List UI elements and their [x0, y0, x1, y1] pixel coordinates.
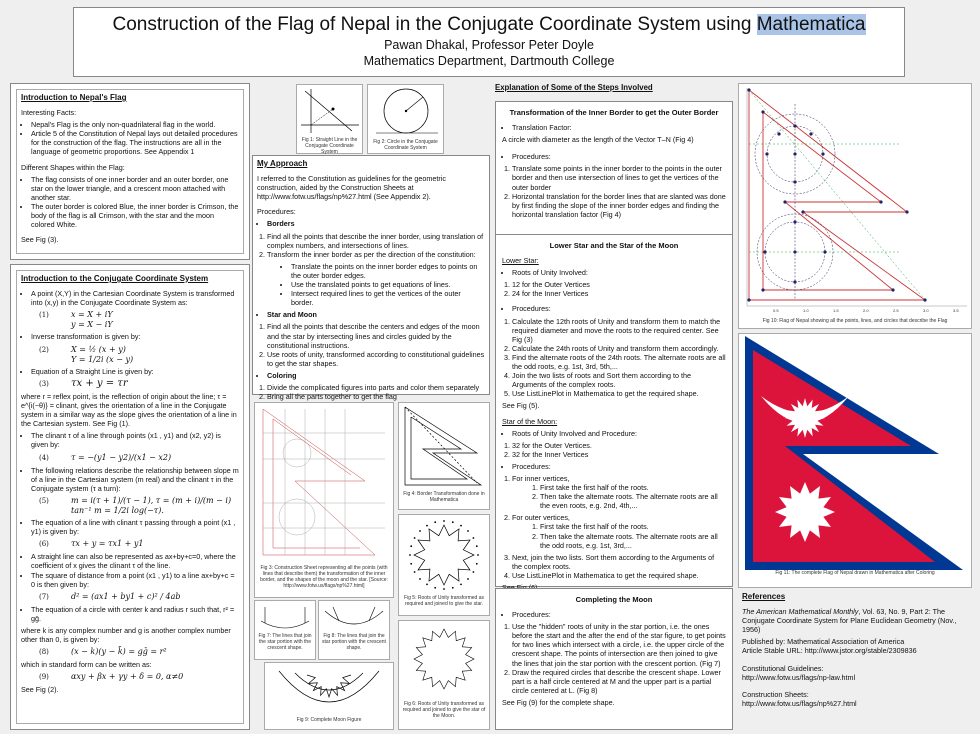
fig6-caption: Fig 6: Roots of Unity transformed as required and joined to give the star of the Moon.: [402, 701, 486, 719]
construction-point: [905, 210, 908, 213]
axis-tick-label: 1.0: [803, 308, 809, 313]
list-item: • Procedures:: [512, 610, 726, 619]
list-item: • Translation Factor:: [512, 123, 726, 132]
construction-point: [801, 210, 804, 213]
list-item: • The following relations describe the relationship between slope m of a line in the Cartesian system (m real) and the clinant τ in the Conjugate system (τ a turn):: [31, 466, 239, 493]
root-point: [419, 530, 421, 532]
shapes-list: [21, 175, 239, 230]
circle-diagram: [368, 85, 443, 137]
star-moon-label: Star and Moon: [267, 310, 317, 320]
figure-8: [318, 600, 390, 660]
equation-9: (9) αxy + βx + γy + δ = 0, α≠0: [39, 672, 184, 682]
axis-tick-label: 1.5: [833, 308, 839, 313]
root-point: [410, 545, 412, 547]
list-item: • Procedures:: [512, 152, 726, 161]
star-plot: [399, 515, 489, 593]
root-point: [414, 571, 416, 573]
construction-point: [783, 200, 786, 203]
root-point: [477, 554, 479, 556]
fig10-caption: Fig 10: Flag of Nepal showing all the points, lines, and circles that describe the Flag: [762, 318, 948, 324]
list-item: • The equation of a line with clinant τ passing through a point (x1 , y1) is given by:: [31, 518, 239, 536]
root-point: [476, 563, 478, 565]
border-transformation-plot: [399, 403, 489, 489]
equation-3: (3) τx + y = τr: [39, 377, 128, 389]
lower-star-label: Lower Star:: [502, 256, 539, 266]
moon-star-plot: [399, 621, 489, 699]
figure-6: [398, 620, 490, 730]
construction-point: [793, 124, 796, 127]
list-item: 2. Draw the required circles that describe the crescent shape. Lower part is a half circle centered at M and the upper part is a partial circle centered at L. (Fig 8): [512, 668, 726, 695]
transform-title: Transformation of the Inner Border to get the Outer Border: [509, 108, 719, 117]
fig9-caption: Fig 9: Complete Moon Figure: [296, 717, 362, 723]
see-text: See Fig (2).: [21, 685, 59, 695]
list-item: 2. Bring all the parts together to get the flag: [267, 392, 485, 401]
list-item: 2. Horizontal translation for the border lines that are slanted was done by first finding the slope of the inner border edges and finding the horizontal translation factor (Fig 4): [512, 192, 726, 219]
nepal-flag: [739, 334, 971, 574]
list-item: 1. 12 for the Outer Vertices: [512, 280, 726, 289]
construction-point: [793, 280, 796, 283]
intro-nepal-panel: [10, 83, 250, 260]
list-item: • Procedures:: [512, 304, 726, 313]
approach-heading: My Approach: [257, 159, 308, 168]
intro-conjugate-panel: [10, 264, 250, 730]
figure-9: [264, 662, 394, 730]
see-text: See Fig (5).: [502, 401, 540, 411]
axis-tick-label: 3.0: [923, 308, 929, 313]
reference-label: Construction Sheets:: [742, 689, 809, 699]
root-point: [409, 554, 411, 556]
flag-construction-plot: [739, 84, 971, 316]
list-item: • Inverse transformation is given by:: [31, 332, 239, 341]
figure-4: [398, 402, 490, 510]
axis-tick-label: 2.5: [893, 308, 899, 313]
figure-7: [254, 600, 316, 660]
moon-rays: [307, 675, 351, 697]
figure-10: [738, 83, 972, 329]
circle-paragraph: where k is any complex number and g is another complex number other than 0, is given by:: [21, 626, 231, 645]
moon-star-label: Star of the Moon:: [502, 416, 558, 426]
list-item: 1. Find all the points that describe the centers and edges of the moon and the star by intersecting lines and circles guided by the constitutional instructions.: [267, 322, 485, 349]
list-item: 4. Join the two lists of roots and Sort them according to the Arguments of the complex roots.: [512, 371, 726, 389]
root-point: [426, 525, 428, 527]
list-item: 1. For inner vertices, 1. First take the first half of the roots. 2. Then take the alternate roots. The alternate roots are all the even roots, e.g. 2nd, 4th,...: [512, 474, 726, 510]
list-item: 2. Then take the alternate roots. The alternate roots are all the even roots, e.g. 2nd, 4th,...: [540, 492, 726, 510]
reference-url[interactable]: http://www.fotw.us/flags/np-law.html: [742, 672, 856, 682]
star-panel: [495, 234, 733, 587]
figure-1: [296, 84, 363, 154]
root-point: [452, 587, 454, 589]
poster-title: Construction of the Flag of Nepal in the Conjugate Coordinate System using Mathematica: [112, 14, 866, 35]
construction-point: [747, 298, 750, 301]
translation-text: A circle with diameter as the length of the Vector T–N (Fig 4): [502, 135, 694, 145]
list-item: • Roots of Unity Involved and Procedure:: [512, 429, 726, 438]
list-item: 3. Next, join the two lists. Sort them according to the Arguments of the complex roots.: [512, 553, 726, 571]
equation-6: (6) τx + y = τx1 + y1: [39, 539, 144, 549]
axis-tick-label: 0.5: [773, 308, 779, 313]
figure-11: [738, 333, 972, 588]
fig1-caption: Fig 1: Straight Line in the Conjugate Coordinate System: [301, 137, 358, 155]
reference-url[interactable]: http://www.fotw.us/flags/np%27.html: [742, 698, 857, 708]
list-item: • Translate the points on the inner border edges to points on the outer border edges.: [291, 262, 485, 280]
list-item: • Roots of Unity Involved:: [512, 268, 726, 277]
list-item: • Procedures:: [512, 462, 726, 471]
reference-publisher: Published by: Mathematical Association of America: [742, 637, 905, 647]
moon-panel: [495, 588, 733, 730]
list-item: 1. First take the first half of the roots.: [540, 483, 726, 492]
reference-detail: , Vol. 63, No. 9, Part 2: The Conjugate Coordinate System for Plane Euclidean Geometry (Nov., 1956): [742, 607, 957, 635]
equation-4: (4) τ = −(y1 − y2)/(x1 − x2): [39, 452, 172, 462]
see-text: See Fig (3).: [21, 235, 59, 245]
equation-5: (5) m = i(τ + 1)/(τ − 1), τ = (m + i)/(m − i) tan⁻¹ m = 1/2i log(−τ).: [39, 495, 232, 515]
fig5-caption: Fig 5: Roots of Unity transformed as required and joined to give the star.: [403, 595, 485, 607]
list-item: 1. Use the "hidden" roots of unity in the star portion, i.e. the ones before the start and the after the end of the star figure, to get points for two lines which intersect with a circle, i.e. the upper circle of the crescent shape. The points of intersection are then joined to give the lines that join the star portion with the crescent portion. (Fig 7): [512, 622, 726, 667]
complete-moon-plot: [265, 663, 393, 721]
standard-form-paragraph: which in standard form can be written as:: [21, 660, 152, 670]
root-point: [414, 537, 416, 539]
root-point: [410, 563, 412, 565]
see-text: See Fig (9) for the complete shape.: [502, 697, 615, 707]
list-item: 4. Use ListLinePlot in Mathematica to get the required shape.: [512, 571, 726, 580]
procedures-label: Procedures:: [257, 207, 296, 217]
star-outline: [414, 525, 474, 585]
root-point: [473, 537, 475, 539]
construction-point: [793, 180, 796, 183]
equation-1: (1) x = X + iY y = X − iY: [39, 310, 113, 330]
list-item: • A straight line can also be represented as ax+by+c=0, where the coefficient of x gives the clinant τ of the line.: [31, 552, 239, 570]
crescent-lines-plot: [255, 601, 315, 631]
construction-point: [793, 220, 796, 223]
construction-sheet: [255, 403, 393, 563]
list-item: 2. Calculate the 24th roots of Unity and transform them accordingly.: [512, 344, 726, 353]
equation-8: (8) (x − k)(y − k̄) = gḡ = r²: [39, 647, 167, 657]
star-shape: [414, 525, 474, 585]
crescent-join-plot: [319, 601, 389, 631]
equation-2: (2) X = ½ (x + y) Y = 1/2i (x − y): [39, 344, 134, 364]
root-point: [443, 588, 445, 590]
construction-point: [823, 250, 826, 253]
list-item: 1. Divide the complicated figures into parts and color them separately: [267, 383, 485, 392]
list-item: • Nepal's Flag is the only non-quadrilateral flag in the world.: [31, 120, 239, 129]
figure-3: [254, 402, 394, 598]
figure-2: [367, 84, 444, 154]
root-point: [473, 571, 475, 573]
axis-tick-label: 2.0: [863, 308, 869, 313]
list-item: 2. Transform the inner border as per the direction of the constitution:: [267, 250, 485, 259]
list-item: 1. Find all the points that describe the inner border, using translation of complex numbers, and intersections of lines.: [267, 232, 485, 250]
root-point: [434, 587, 436, 589]
list-item: • The flag consists of one inner border and an outer border, one star on the lower triangle, and a crescent moon attached with another star.: [31, 175, 239, 202]
list-item: 1. Calculate the 12th roots of Unity and transform them to match the required diameter and move the roots to the required center. See Fig (3): [512, 317, 726, 344]
list-item: 2. 32 for the Inner Vertices: [512, 450, 726, 459]
construction-point: [777, 132, 780, 135]
figure-5: [398, 514, 490, 616]
root-point: [476, 545, 478, 547]
root-point: [426, 584, 428, 586]
moon-star-outline: [414, 629, 474, 689]
star-title: Lower Star and the Star of the Moon: [549, 241, 679, 250]
root-point: [467, 530, 469, 532]
title-banner: [73, 7, 905, 77]
coloring-label: Coloring: [267, 370, 297, 380]
list-item: • Use the translated points to get equations of lines.: [291, 280, 485, 289]
list-item: • The outer border is colored Blue, the inner border is Crimson, the body of the flag is all Crimson, with the star and the moon colored White.: [31, 202, 239, 229]
explanation-column: [493, 83, 736, 730]
construction-point: [765, 152, 768, 155]
list-item: 2. Then take the alternate roots. The alternate roots are all the odd roots, e.g. 1st, 3rd,...: [540, 532, 726, 550]
root-point: [467, 578, 469, 580]
construction-point: [763, 250, 766, 253]
construction-point: [761, 110, 764, 113]
approach-intro: I referred to the Constitution as guidelines for the geometric construction, aided by the Construction Sheets at http://www.fotw.us/flags/np%27.html (See Appendix 2).: [257, 174, 446, 202]
fig11-caption: Fig 11: The complete Flag of Nepal drawn in Mathematica after Coloring: [775, 570, 935, 576]
authors: Pawan Dhakal, Professor Peter Doyle: [384, 38, 594, 52]
explanation-heading: Explanation of Some of the Steps Involved: [495, 83, 653, 92]
references-panel: [738, 590, 972, 730]
fig8-caption: Fig 8: The lines that join the star portion with the crescent shape.: [322, 633, 386, 651]
straight-line-diagram: [297, 85, 362, 135]
moon-star: [785, 398, 825, 438]
reference-url[interactable]: Article Stable URL: http://www.jstor.org/stable/2309836: [742, 646, 917, 656]
fig2-caption: Fig 2: Circle in the Conjugate Coordinate System: [373, 139, 438, 151]
construction-point: [809, 132, 812, 135]
list-item: • The square of distance from a point (x1 , y1) to a line ax+by+c = 0 is then given by:: [31, 571, 239, 589]
moon-title: Completing the Moon: [575, 595, 653, 604]
construction-point: [879, 200, 882, 203]
construction-point: [923, 298, 926, 301]
fig4-caption: Fig 4: Border Transformation done in Mathematica: [403, 491, 485, 503]
list-item: • Article 5 of the Constitution of Nepal lays out detailed procedures for the construction of the flag. The instructions are all in the language of geometric proportions. See Appendix 1: [31, 129, 239, 156]
intro-nepal-heading: Introduction to Nepal's Flag: [21, 93, 127, 102]
fig7-caption: Fig 7: The lines that join the star portion with the crescent shape.: [258, 633, 312, 651]
reference-label: Constitutional Guidelines:: [742, 663, 824, 673]
list-item: 5. Use ListLinePlot in Mathematica to get the required shape.: [512, 389, 726, 398]
construction-point: [821, 152, 824, 155]
construction-point: [761, 288, 764, 291]
list-item: 2. For outer vertices, 1. First take the first half of the roots. 2. Then take the alternate roots. The alternate roots are all the odd roots, e.g. 1st, 3rd,...: [512, 513, 726, 549]
list-item: 3. Find the alternate roots of the 24th roots. The alternate roots are all the odd roots, e.g. 1st, 3rd, 5th,...: [512, 353, 726, 371]
list-item: 1. 32 for the Outer Vertices.: [512, 441, 726, 450]
root-point: [452, 521, 454, 523]
axis-tick-label: 3.5: [953, 308, 959, 313]
root-point: [460, 584, 462, 586]
intro-conjugate-heading: Introduction to the Conjugate Coordinate System: [21, 274, 209, 283]
construction-point: [891, 288, 894, 291]
root-point: [460, 525, 462, 527]
list-item: • Intersect required lines to get the vertices of the outer border.: [291, 289, 485, 307]
construction-point: [793, 250, 796, 253]
moon-star-shape: [414, 629, 474, 689]
construction-point: [793, 152, 796, 155]
journal-name: The American Mathematical Monthly: [742, 607, 859, 617]
fig3-caption: Fig 3: Construction Sheet representing all the points (with lines that describe them) the transformation of the inner border, and the shapes of the moon and the star. [Source: http://www.fotw.us/flags/np%27.html]: [260, 565, 388, 589]
root-point: [419, 578, 421, 580]
root-point: [443, 520, 445, 522]
shapes-label: Different Shapes within the Flag:: [21, 162, 125, 172]
list-item: 1. Translate some points in the inner border to the points in the outer border and then use intersection of lines to get the vertices of the outer border: [512, 164, 726, 191]
affiliation: Mathematics Department, Dartmouth College: [363, 54, 615, 68]
root-point: [434, 521, 436, 523]
facts-label: Interesting Facts:: [21, 108, 77, 118]
list-item: • A point (X,Y) in the Cartesian Coordinate System is transformed into (x,y) in the Conjugate Coordinate System as:: [31, 289, 239, 307]
list-item: • The clinant τ of a line through points (x1 , y1) and (x2, y2) is given by:: [31, 431, 239, 449]
reflex-paragraph: where r = reflex point, is the reflection of origin about the line; τ = e^{i(−θ)} = clinant, gives the orientation of a line in the Conjugate system in a similar way as the slope gives the orientation of a line in the Cartesian system. See Fig (1).: [21, 391, 237, 429]
list-item: • The equation of a circle with center k and radius r such that, r² = gḡ.: [31, 605, 239, 623]
list-item: • Equation of a Straight Line is given by:: [31, 367, 239, 376]
references-heading: References: [742, 592, 786, 601]
equation-7: (7) d² = (ax1 + by1 + c)² / 4ab: [39, 591, 181, 601]
facts-list: [21, 120, 239, 156]
approach-panel: [252, 155, 490, 402]
title-highlight: Mathematica: [756, 14, 866, 35]
borders-label: Borders: [267, 219, 295, 229]
list-item: 2. 24 for the Inner Vertices: [512, 289, 726, 298]
list-item: 2. Use roots of unity, transformed according to constitutional guidelines to get the star shapes.: [267, 350, 485, 368]
list-item: 1. First take the first half of the roots.: [540, 522, 726, 531]
construction-point: [747, 88, 750, 91]
